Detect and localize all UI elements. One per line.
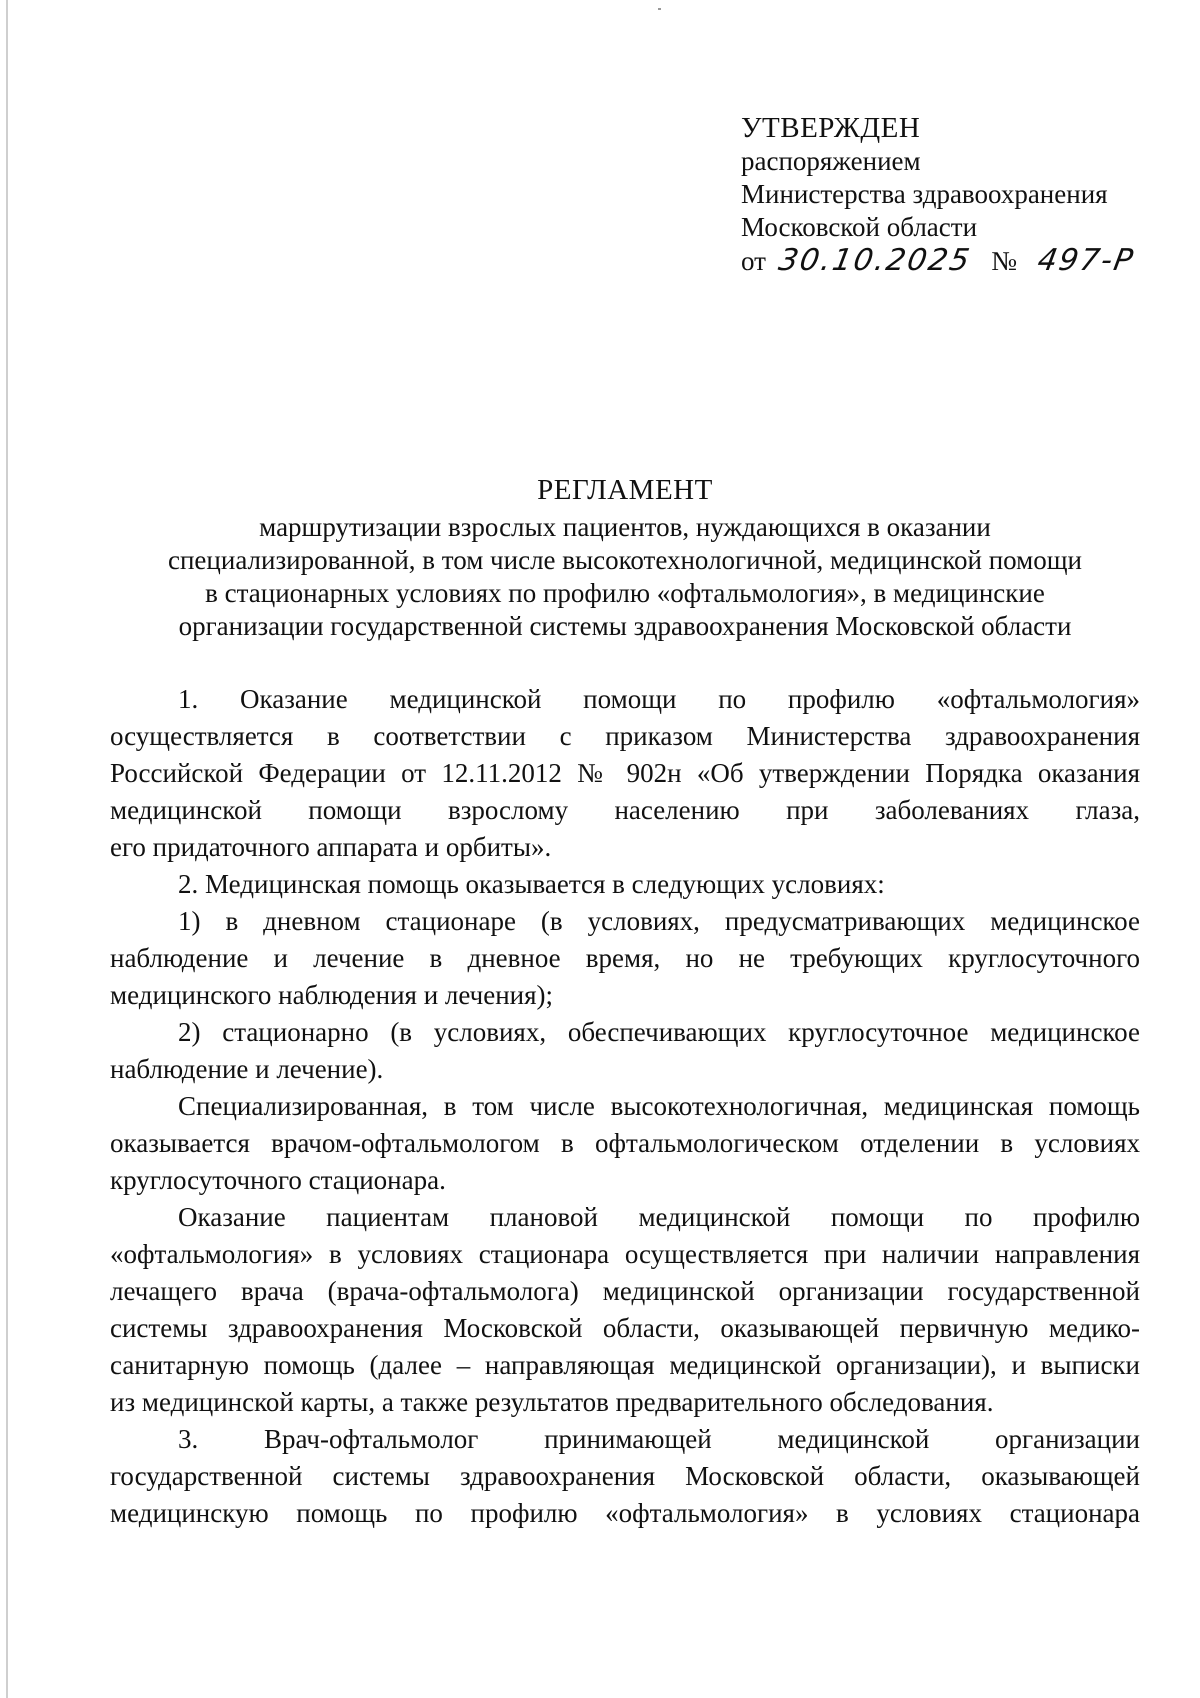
document-title: РЕГЛАМЕНТ bbox=[537, 474, 713, 506]
body-line: оказывается врачом-офтальмологом в офтальмологическом отделении в условиях bbox=[110, 1128, 1140, 1158]
body-line: медицинскую помощь по профилю «офтальмология» в условиях стационара bbox=[110, 1498, 1140, 1528]
body-line: Российской Федерации от 12.11.2012 № 902н «Об утверждении Порядка оказания bbox=[110, 758, 1140, 788]
body-line: круглосуточного стационара. bbox=[110, 1165, 446, 1195]
paragraph-4 bbox=[110, 1014, 1140, 1088]
body-line: санитарную помощь (далее – направляющая медицинской организации), и выписки bbox=[110, 1350, 1140, 1380]
body-line: 3. Врач-офтальмолог принимающей медицинской организации bbox=[178, 1424, 1140, 1454]
date-prefix: от bbox=[741, 246, 766, 276]
approval-date-line bbox=[741, 243, 1138, 278]
body-line: государственной системы здравоохранения Московской области, оказывающей bbox=[110, 1461, 1140, 1491]
body-line: его придаточного аппарата и орбиты». bbox=[110, 832, 552, 862]
paragraph-6 bbox=[110, 1199, 1140, 1421]
document-body bbox=[110, 681, 1140, 1532]
paragraph-7 bbox=[110, 1421, 1140, 1532]
subtitle-line: организации государственной системы здравоохранения Московской области bbox=[178, 611, 1072, 641]
handwritten-date: 30.10.2025 bbox=[775, 243, 974, 278]
approval-line-3: Московской области bbox=[741, 212, 978, 242]
body-line: Оказание пациентам плановой медицинской помощи по профилю bbox=[178, 1202, 1140, 1232]
subtitle-line: специализированной, в том числе высокотехнологичной, медицинской помощи bbox=[168, 545, 1082, 575]
body-line: 1. Оказание медицинской помощи по профилю «офтальмология» bbox=[178, 684, 1140, 714]
body-line: 2) стационарно (в условиях, обеспечивающих круглосуточное медицинское bbox=[178, 1017, 1140, 1047]
body-line: 1) в дневном стационаре (в условиях, предусматривающих медицинское bbox=[178, 906, 1140, 936]
body-line: наблюдение и лечение в дневное время, но не требующих круглосуточного bbox=[110, 943, 1140, 973]
approval-heading: УТВЕРЖДЕН bbox=[741, 112, 921, 144]
body-line: системы здравоохранения Московской области, оказывающей первичную медико- bbox=[110, 1313, 1140, 1343]
body-line: из медицинской карты, а также результатов предварительного обследования. bbox=[110, 1387, 994, 1417]
body-line: «офтальмология» в условиях стационара осуществляется при наличии направления bbox=[110, 1239, 1140, 1269]
approval-line-2: Министерства здравоохранения bbox=[741, 179, 1108, 209]
approval-line-1: распоряжением bbox=[741, 146, 921, 176]
body-line: лечащего врача (врача-офтальмолога) медицинской организации государственной bbox=[110, 1276, 1140, 1306]
paragraph-3 bbox=[110, 903, 1140, 1014]
paragraph-1 bbox=[110, 681, 1140, 866]
body-line: 2. Медицинская помощь оказывается в следующих условиях: bbox=[178, 869, 885, 899]
body-line: Специализированная, в том числе высокотехнологичная, медицинская помощь bbox=[178, 1091, 1140, 1121]
scan-left-edge bbox=[6, 0, 8, 1698]
paragraph-5 bbox=[110, 1088, 1140, 1199]
handwritten-number: 497-Р bbox=[1034, 243, 1138, 278]
body-line: медицинского наблюдения и лечения); bbox=[110, 980, 554, 1010]
body-line: медицинской помощи взрослому населению при заболеваниях глаза, bbox=[110, 795, 1140, 825]
paragraph-2 bbox=[110, 866, 1140, 903]
body-line: осуществляется в соответствии с приказом Министерства здравоохранения bbox=[110, 721, 1140, 751]
number-sign: № bbox=[991, 246, 1017, 276]
body-line: наблюдение и лечение). bbox=[110, 1054, 384, 1084]
approval-block bbox=[741, 112, 1138, 278]
subtitle-line: маршрутизации взрослых пациентов, нуждающихся в оказании bbox=[259, 512, 991, 542]
subtitle-line: в стационарных условиях по профилю «офтальмология», в медицинские bbox=[205, 578, 1045, 608]
scan-speck bbox=[658, 8, 661, 10]
document-subtitle bbox=[110, 511, 1140, 643]
